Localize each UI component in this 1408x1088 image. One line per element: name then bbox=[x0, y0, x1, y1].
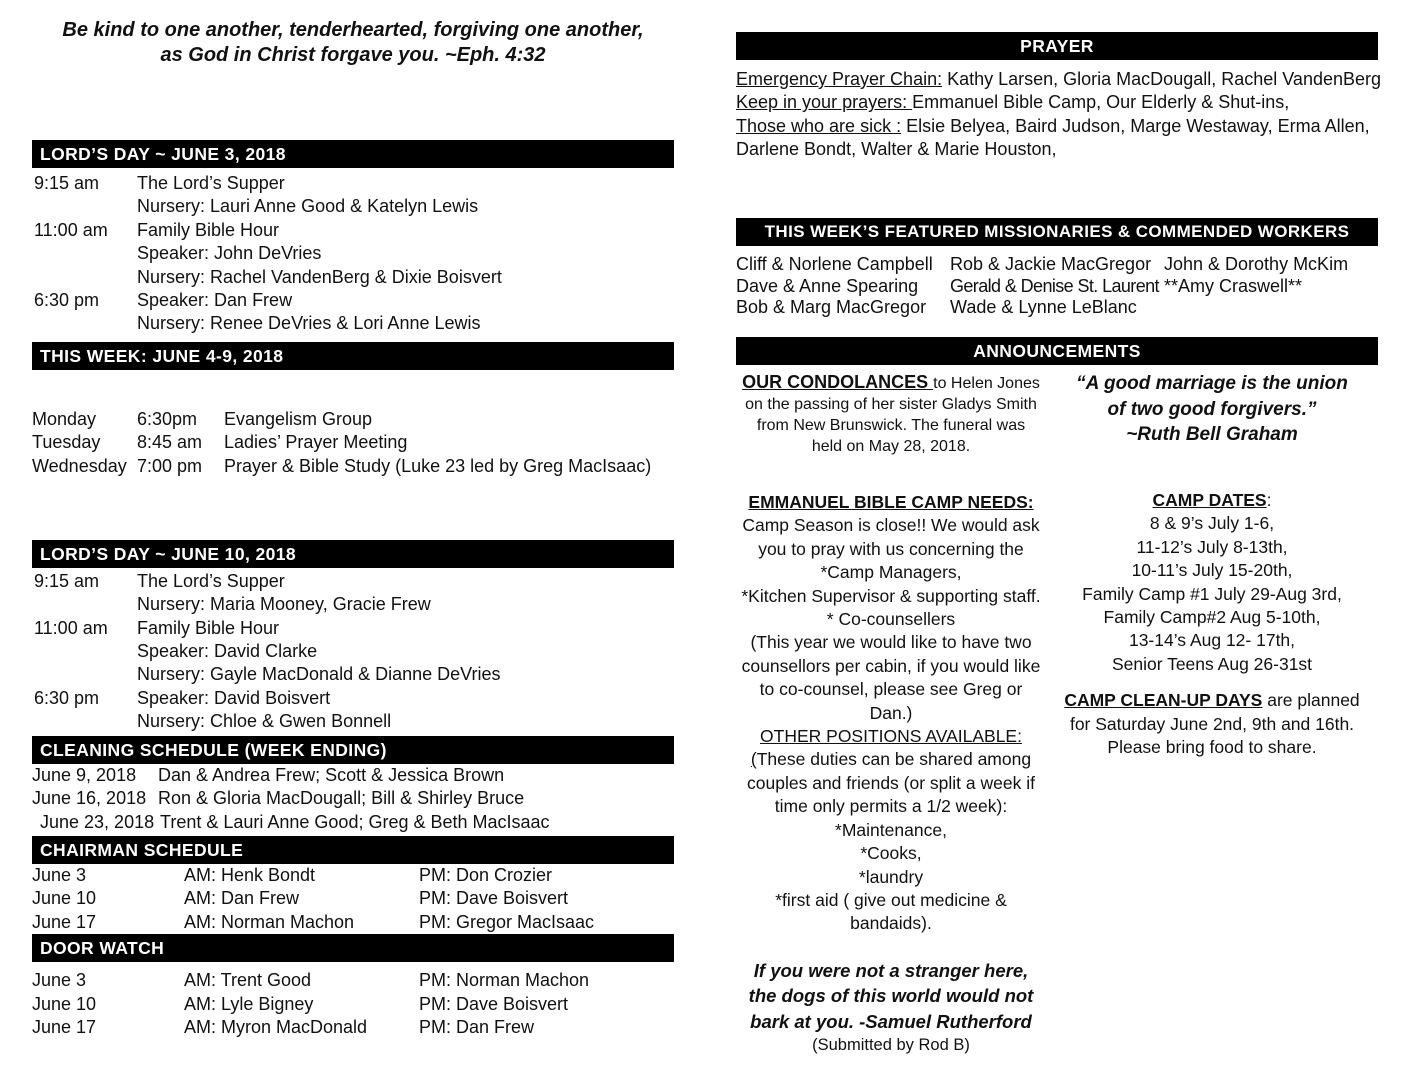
date: June 17 bbox=[32, 1016, 97, 1037]
pm: PM: Gregor MacIsaac bbox=[419, 911, 595, 932]
missionary: Dave & Anne Spearing bbox=[736, 275, 919, 296]
schedule-row bbox=[32, 172, 674, 195]
sick-names: Elsie Belyea, Baird Judson, Marge Westaway, Erma Allen, bbox=[901, 115, 1370, 136]
graham-quote bbox=[1046, 371, 1378, 489]
date: June 17 bbox=[32, 911, 97, 932]
time: 8:45 am bbox=[137, 432, 203, 453]
item: Nursery: Gayle MacDonald & Dianne DeVries bbox=[137, 664, 501, 685]
camp-needs-line: * Co-counsellers bbox=[826, 609, 956, 630]
item: Nursery: Lauri Anne Good & Katelyn Lewis bbox=[137, 196, 479, 217]
cleanup-line: for Saturday June 2nd, 9th and 16th. bbox=[1069, 713, 1355, 734]
names: Dan & Andrea Frew; Scott & Jessica Brown bbox=[158, 764, 505, 785]
announcements-right bbox=[1046, 365, 1378, 1058]
time: 11:00 am bbox=[34, 219, 108, 240]
prayer-chain-label: Emergency Prayer Chain: bbox=[736, 69, 943, 89]
item: Speaker: John DeVries bbox=[137, 243, 322, 264]
camp-needs-line: *Kitchen Supervisor & supporting staff. bbox=[741, 585, 1041, 606]
lords-day-2-schedule bbox=[32, 568, 674, 734]
sick-line bbox=[736, 115, 1378, 138]
scripture-verse bbox=[32, 18, 674, 68]
camp-date: 13-14’s Aug 12- 17th, bbox=[1128, 630, 1296, 651]
date: June 3 bbox=[32, 864, 87, 885]
chairman-row bbox=[32, 911, 674, 934]
schedule-row bbox=[32, 195, 674, 218]
cleanup-days bbox=[1046, 689, 1378, 759]
schedule-row bbox=[32, 640, 674, 663]
time bbox=[32, 266, 137, 289]
this-week-schedule bbox=[32, 370, 674, 540]
camp-date: 10-11’s July 15-20th, bbox=[1131, 560, 1293, 581]
item: Family Bible Hour bbox=[137, 219, 280, 240]
condolences-line: held on May 28, 2018. bbox=[811, 438, 971, 456]
am: AM: Myron MacDonald bbox=[184, 1016, 368, 1037]
item: The Lord’s Supper bbox=[137, 173, 285, 193]
schedule-row bbox=[32, 687, 674, 710]
pm: PM: Dave Boisvert bbox=[419, 888, 569, 909]
item: Nursery: Renee DeVries & Lori Anne Lewis bbox=[137, 313, 481, 334]
cleanup-line: Please bring food to share. bbox=[1107, 737, 1317, 758]
time bbox=[32, 663, 137, 686]
cleaning-row bbox=[32, 811, 674, 834]
schedule-row bbox=[32, 710, 674, 733]
quote-line: If you were not a stranger here, bbox=[753, 959, 1029, 981]
prayer-header: PRAYER bbox=[736, 32, 1378, 60]
pm: PM: Dave Boisvert bbox=[419, 993, 569, 1014]
time bbox=[32, 312, 137, 335]
quote-submitted-by: (Submitted by Rod B) bbox=[812, 1036, 970, 1055]
cleaning-header: CLEANING SCHEDULE (WEEK ENDING) bbox=[32, 736, 674, 764]
item: Speaker: David Clarke bbox=[137, 641, 318, 662]
lords-day-2-header: LORD’S DAY ~ JUNE 10, 2018 bbox=[32, 540, 674, 568]
schedule-row bbox=[32, 289, 674, 312]
am: AM: Trent Good bbox=[184, 970, 312, 991]
time: 9:15 am bbox=[34, 173, 100, 193]
item: Family Bible Hour bbox=[137, 617, 280, 638]
chairman-header: CHAIRMAN SCHEDULE bbox=[32, 836, 674, 864]
quote-line: “A good marriage is the union bbox=[1076, 373, 1348, 394]
camp-dates-heading: CAMP DATES bbox=[1152, 490, 1267, 510]
cleaning-row bbox=[32, 787, 674, 810]
date: June 10 bbox=[32, 888, 97, 909]
verse-line-2: as God in Christ forgave you. ~Eph. 4:32 bbox=[160, 44, 546, 66]
camp-date: 11-12’s July 8-13th, bbox=[1136, 536, 1288, 557]
pm: PM: Dan Frew bbox=[419, 1016, 535, 1037]
camp-needs bbox=[736, 491, 1046, 936]
time: 11:00 am bbox=[34, 617, 108, 638]
names: Trent & Lauri Anne Good; Greg & Beth MacIsaac bbox=[160, 811, 550, 832]
item: Speaker: Dan Frew bbox=[137, 290, 293, 311]
camp-needs-line: you to pray with us concerning the bbox=[758, 538, 1024, 559]
date: June 23, 2018 bbox=[40, 811, 155, 832]
day: Tuesday bbox=[32, 432, 101, 453]
pm: PM: Don Crozier bbox=[419, 864, 553, 885]
date: June 16, 2018 bbox=[32, 788, 147, 809]
door-row bbox=[32, 993, 674, 1016]
other-positions-line: *Cooks, bbox=[860, 843, 922, 864]
schedule-row bbox=[32, 617, 674, 640]
time: 7:00 pm bbox=[137, 455, 203, 476]
camp-dates-colon: : bbox=[1266, 490, 1272, 510]
camp-needs-line: counsellors per cabin, if you would like bbox=[741, 655, 1041, 676]
other-positions-line: *laundry bbox=[858, 866, 924, 887]
missionary: Wade & Lynne LeBlanc bbox=[950, 297, 1137, 317]
names: Ron & Gloria MacDougall; Bill & Shirley Bruce bbox=[158, 788, 525, 809]
time bbox=[32, 710, 137, 733]
time bbox=[32, 242, 137, 265]
keep-in-prayers-line bbox=[736, 91, 1378, 114]
time bbox=[32, 640, 137, 663]
lords-day-1-header: LORD’S DAY ~ JUNE 3, 2018 bbox=[32, 140, 674, 168]
event: Ladies’ Prayer Meeting bbox=[224, 432, 408, 453]
cleanup-line: are planned bbox=[1262, 690, 1360, 711]
schedule-row bbox=[32, 312, 674, 335]
missionary: John & Dorothy McKim bbox=[1164, 254, 1349, 274]
time: 6:30 pm bbox=[34, 290, 100, 311]
quote-line: of two good forgivers.” bbox=[1107, 398, 1317, 420]
week-row bbox=[32, 431, 674, 454]
other-positions-line: time only permits a 1/2 week): bbox=[774, 796, 1008, 817]
other-positions-line: bandaids). bbox=[850, 913, 932, 934]
condolences-heading: OUR CONDOLANCES bbox=[742, 372, 934, 392]
schedule-row bbox=[32, 242, 674, 265]
camp-needs-line: *Camp Managers, bbox=[820, 562, 962, 583]
time: 9:15 am bbox=[34, 570, 100, 591]
time: 6:30pm bbox=[137, 408, 198, 429]
quote-line: the dogs of this world would not bbox=[748, 985, 1034, 1007]
event: Prayer & Bible Study (Luke 23 led by Greg MacIsaac) bbox=[224, 455, 652, 476]
day: Monday bbox=[32, 408, 97, 429]
prayer-chain-names: Kathy Larsen, Gloria MacDougall, Rachel VandenBerg bbox=[942, 69, 1382, 89]
quote-line: ~Ruth Bell Graham bbox=[1126, 424, 1298, 445]
chairman-schedule bbox=[32, 864, 674, 934]
other-positions-line: These duties can be shared among bbox=[756, 749, 1032, 770]
cleaning-schedule bbox=[32, 764, 674, 834]
this-week-header: THIS WEEK: JUNE 4-9, 2018 bbox=[32, 342, 674, 370]
day: Wednesday bbox=[32, 455, 127, 476]
missionaries-col-2 bbox=[950, 254, 1164, 337]
missionary: Rob & Jackie MacGregor bbox=[950, 254, 1152, 274]
schedule-row bbox=[32, 266, 674, 289]
camp-date: Senior Teens Aug 26-31st bbox=[1111, 653, 1313, 674]
event: Evangelism Group bbox=[224, 408, 373, 429]
item: Speaker: David Boisvert bbox=[137, 687, 331, 708]
missionary: Bob & Marg MacGregor bbox=[736, 297, 927, 317]
schedule-row bbox=[32, 663, 674, 686]
missionary: **Amy Craswell** bbox=[1164, 275, 1303, 296]
door-row bbox=[32, 1016, 674, 1039]
left-column bbox=[32, 18, 674, 1039]
cleaning-row bbox=[32, 764, 674, 787]
prayer-chain-line bbox=[736, 68, 1382, 91]
date: June 10 bbox=[32, 993, 97, 1014]
camp-needs-line: (This year we would like to have two bbox=[750, 632, 1032, 653]
condolences-line: on the passing of her sister Gladys Smith bbox=[745, 396, 1037, 414]
door-watch-schedule bbox=[32, 962, 674, 1039]
prayer-section bbox=[736, 60, 1382, 218]
missionaries-col-1 bbox=[736, 254, 950, 337]
condolences-line: to Helen Jones bbox=[933, 375, 1040, 392]
chairman-row bbox=[32, 887, 674, 910]
condolences-line: from New Brunswick. The funeral was bbox=[756, 417, 1026, 435]
door-watch-header: DOOR WATCH bbox=[32, 934, 674, 962]
door-row bbox=[32, 969, 674, 992]
keep-in-prayers-text: Emmanuel Bible Camp, Our Elderly & Shut-ins, bbox=[912, 92, 1290, 113]
pm: PM: Norman Machon bbox=[419, 970, 590, 991]
time: 6:30 pm bbox=[34, 687, 100, 708]
camp-needs-line: to co-counsel, please see Greg or Dan.) bbox=[759, 679, 1023, 723]
camp-date: Family Camp #1 July 29-Aug 3rd, bbox=[1082, 583, 1342, 604]
schedule-row bbox=[32, 570, 674, 593]
item: Nursery: Maria Mooney, Gracie Frew bbox=[137, 594, 431, 615]
verse-line-1: Be kind to one another, tenderhearted, forgiving one another, bbox=[62, 19, 644, 41]
time bbox=[32, 195, 137, 218]
item: The Lord’s Supper bbox=[137, 570, 285, 591]
chairman-row bbox=[32, 864, 674, 887]
cleanup-heading: CAMP CLEAN-UP DAYS bbox=[1064, 690, 1263, 711]
am: AM: Henk Bondt bbox=[184, 864, 316, 885]
camp-date: Family Camp#2 Aug 5-10th, bbox=[1103, 607, 1321, 628]
other-positions-heading: OTHER POSITIONS AVAILABLE: bbox=[760, 726, 1022, 747]
am: AM: Dan Frew bbox=[184, 888, 300, 909]
keep-in-prayers-label: Keep in your prayers: bbox=[736, 92, 913, 113]
right-column bbox=[736, 32, 1382, 1058]
item: Nursery: Rachel VandenBerg & Dixie Boisvert bbox=[137, 266, 502, 287]
missionaries-header: THIS WEEK’S FEATURED MISSIONARIES & COMMENDED WORKERS bbox=[736, 218, 1378, 246]
week-row bbox=[32, 455, 674, 478]
quote-line: bark at you. -Samuel Rutherford bbox=[750, 1010, 1032, 1032]
condolences bbox=[736, 371, 1046, 491]
camp-dates bbox=[1046, 489, 1378, 676]
sick-label: Those who are sick : bbox=[736, 115, 902, 136]
item: Nursery: Chloe & Gwen Bonnell bbox=[137, 711, 392, 732]
announcements-left bbox=[736, 365, 1046, 1058]
other-positions-paren: ( bbox=[750, 749, 757, 770]
other-positions-line: *first aid ( give out medicine & bbox=[775, 889, 1007, 910]
camp-needs-heading: EMMANUEL BIBLE CAMP NEEDS: bbox=[748, 492, 1034, 512]
missionary: Cliff & Norlene Campbell bbox=[736, 254, 933, 274]
time bbox=[32, 593, 137, 616]
am: AM: Norman Machon bbox=[184, 911, 355, 932]
camp-needs-line: Camp Season is close!! We would ask bbox=[742, 515, 1040, 536]
camp-date: 8 & 9’s July 1-6, bbox=[1149, 513, 1275, 534]
missionaries-list bbox=[736, 246, 1378, 337]
am: AM: Lyle Bigney bbox=[184, 993, 314, 1014]
other-positions-line: couples and friends (or split a week if bbox=[747, 772, 1035, 793]
date: June 9, 2018 bbox=[32, 764, 137, 785]
schedule-row bbox=[32, 219, 674, 242]
missionaries-col-3 bbox=[1164, 254, 1378, 337]
sick-names-cont: Darlene Bondt, Walter & Marie Houston, bbox=[736, 139, 1057, 160]
announcements-header: ANNOUNCEMENTS bbox=[736, 337, 1378, 365]
date: June 3 bbox=[32, 970, 87, 991]
schedule-row bbox=[32, 593, 674, 616]
missionary: Gerald & Denise St. Laurent bbox=[950, 275, 1159, 296]
announcements-body bbox=[736, 365, 1378, 1058]
rutherford-quote bbox=[736, 958, 1046, 1035]
week-row bbox=[32, 408, 674, 431]
lords-day-1-schedule bbox=[32, 168, 674, 336]
other-positions-line: *Maintenance, bbox=[835, 819, 947, 840]
